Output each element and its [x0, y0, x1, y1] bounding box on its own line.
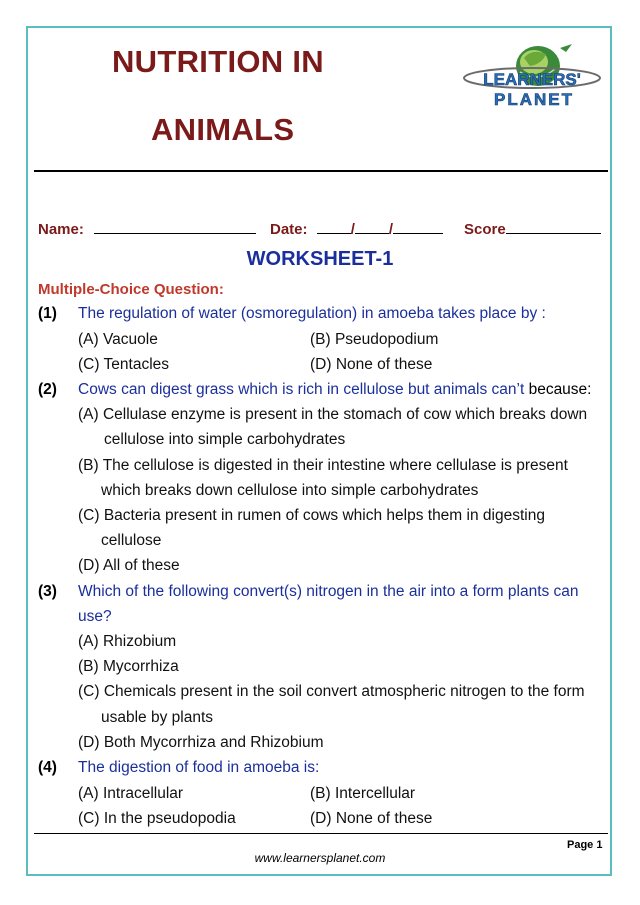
logo-text-bottom: PLANET	[494, 90, 574, 109]
option-c[interactable]: (C) In the pseudopodia	[78, 810, 236, 827]
option-b[interactable]: (B) Pseudopodium	[310, 331, 439, 348]
date-slash-1: /	[350, 221, 355, 238]
date-field[interactable]	[270, 220, 443, 238]
option-b[interactable]: (B) Intercellular	[310, 785, 416, 802]
option-d[interactable]: (D) None of these	[310, 810, 433, 827]
score-field[interactable]	[464, 220, 601, 238]
question-number: (1)	[38, 305, 57, 322]
header-divider	[34, 170, 608, 172]
option-c-cont[interactable]: usable by plants	[101, 709, 214, 726]
option-d[interactable]: (D) All of these	[78, 557, 180, 574]
question-text	[78, 381, 591, 399]
logo-text-top: LEARNERS'	[483, 70, 581, 89]
score-label: Score	[464, 221, 506, 238]
name-blank[interactable]	[94, 220, 256, 234]
question-text: The regulation of water (osmoregulation) in amoeba takes place by :	[78, 305, 546, 322]
section-title: Multiple-Choice Question:	[38, 281, 224, 298]
score-blank[interactable]	[506, 220, 601, 234]
option-c[interactable]: (C) Bacteria present in rumen of cows which helps them in digesting	[78, 507, 545, 524]
name-label: Name:	[38, 221, 84, 238]
date-blank-month[interactable]	[355, 220, 389, 234]
option-b[interactable]: (B) The cellulose is digested in their intestine where cellulase is present	[78, 457, 568, 474]
question-text-cont: use?	[78, 608, 112, 625]
date-slash-2: /	[388, 221, 394, 238]
question-text: The digestion of food in amoeba is:	[78, 759, 320, 776]
learners-planet-logo	[460, 38, 605, 120]
worksheet-title: WORKSHEET-1	[246, 248, 394, 270]
footer-website[interactable]: www.learnersplanet.com	[254, 851, 386, 865]
option-a[interactable]: (A) Vacuole	[78, 331, 158, 348]
page-title-line1: NUTRITION IN	[112, 44, 324, 79]
date-blank-year[interactable]	[393, 220, 443, 234]
footer-divider	[34, 833, 608, 834]
option-a-cont[interactable]: cellulose into simple carbohydrates	[104, 431, 346, 448]
date-label: Date:	[270, 221, 308, 238]
name-field[interactable]	[38, 220, 256, 238]
option-d[interactable]: (D) None of these	[310, 356, 433, 373]
page-title-line2: ANIMALS	[151, 112, 295, 147]
page-number: Page 1	[567, 839, 603, 851]
date-blank-day[interactable]	[317, 220, 351, 234]
question-text-main: Cows can digest grass which is rich in cellulose but animals can’t	[78, 381, 525, 398]
option-c[interactable]: (C) Tentacles	[78, 356, 170, 373]
option-b-cont[interactable]: which breaks down cellulose into simple carbohydrates	[101, 482, 479, 499]
question-text: Which of the following convert(s) nitrogen in the air into a form plants can	[78, 583, 579, 600]
option-a[interactable]: (A) Cellulase enzyme is present in the stomach of cow which breaks down	[78, 406, 588, 423]
option-c-cont[interactable]: cellulose	[101, 532, 162, 549]
option-b[interactable]: (B) Mycorrhiza	[78, 658, 179, 675]
option-d[interactable]: (D) Both Mycorrhiza and Rhizobium	[78, 734, 324, 751]
option-a[interactable]: (A) Intracellular	[78, 785, 184, 802]
question-text-tail: because:	[524, 381, 592, 398]
question-number: (3)	[38, 583, 57, 600]
option-c[interactable]: (C) Chemicals present in the soil convert atmospheric nitrogen to the form	[78, 683, 585, 700]
question-number: (4)	[38, 759, 57, 776]
option-a[interactable]: (A) Rhizobium	[78, 633, 177, 650]
question-number: (2)	[38, 381, 57, 398]
